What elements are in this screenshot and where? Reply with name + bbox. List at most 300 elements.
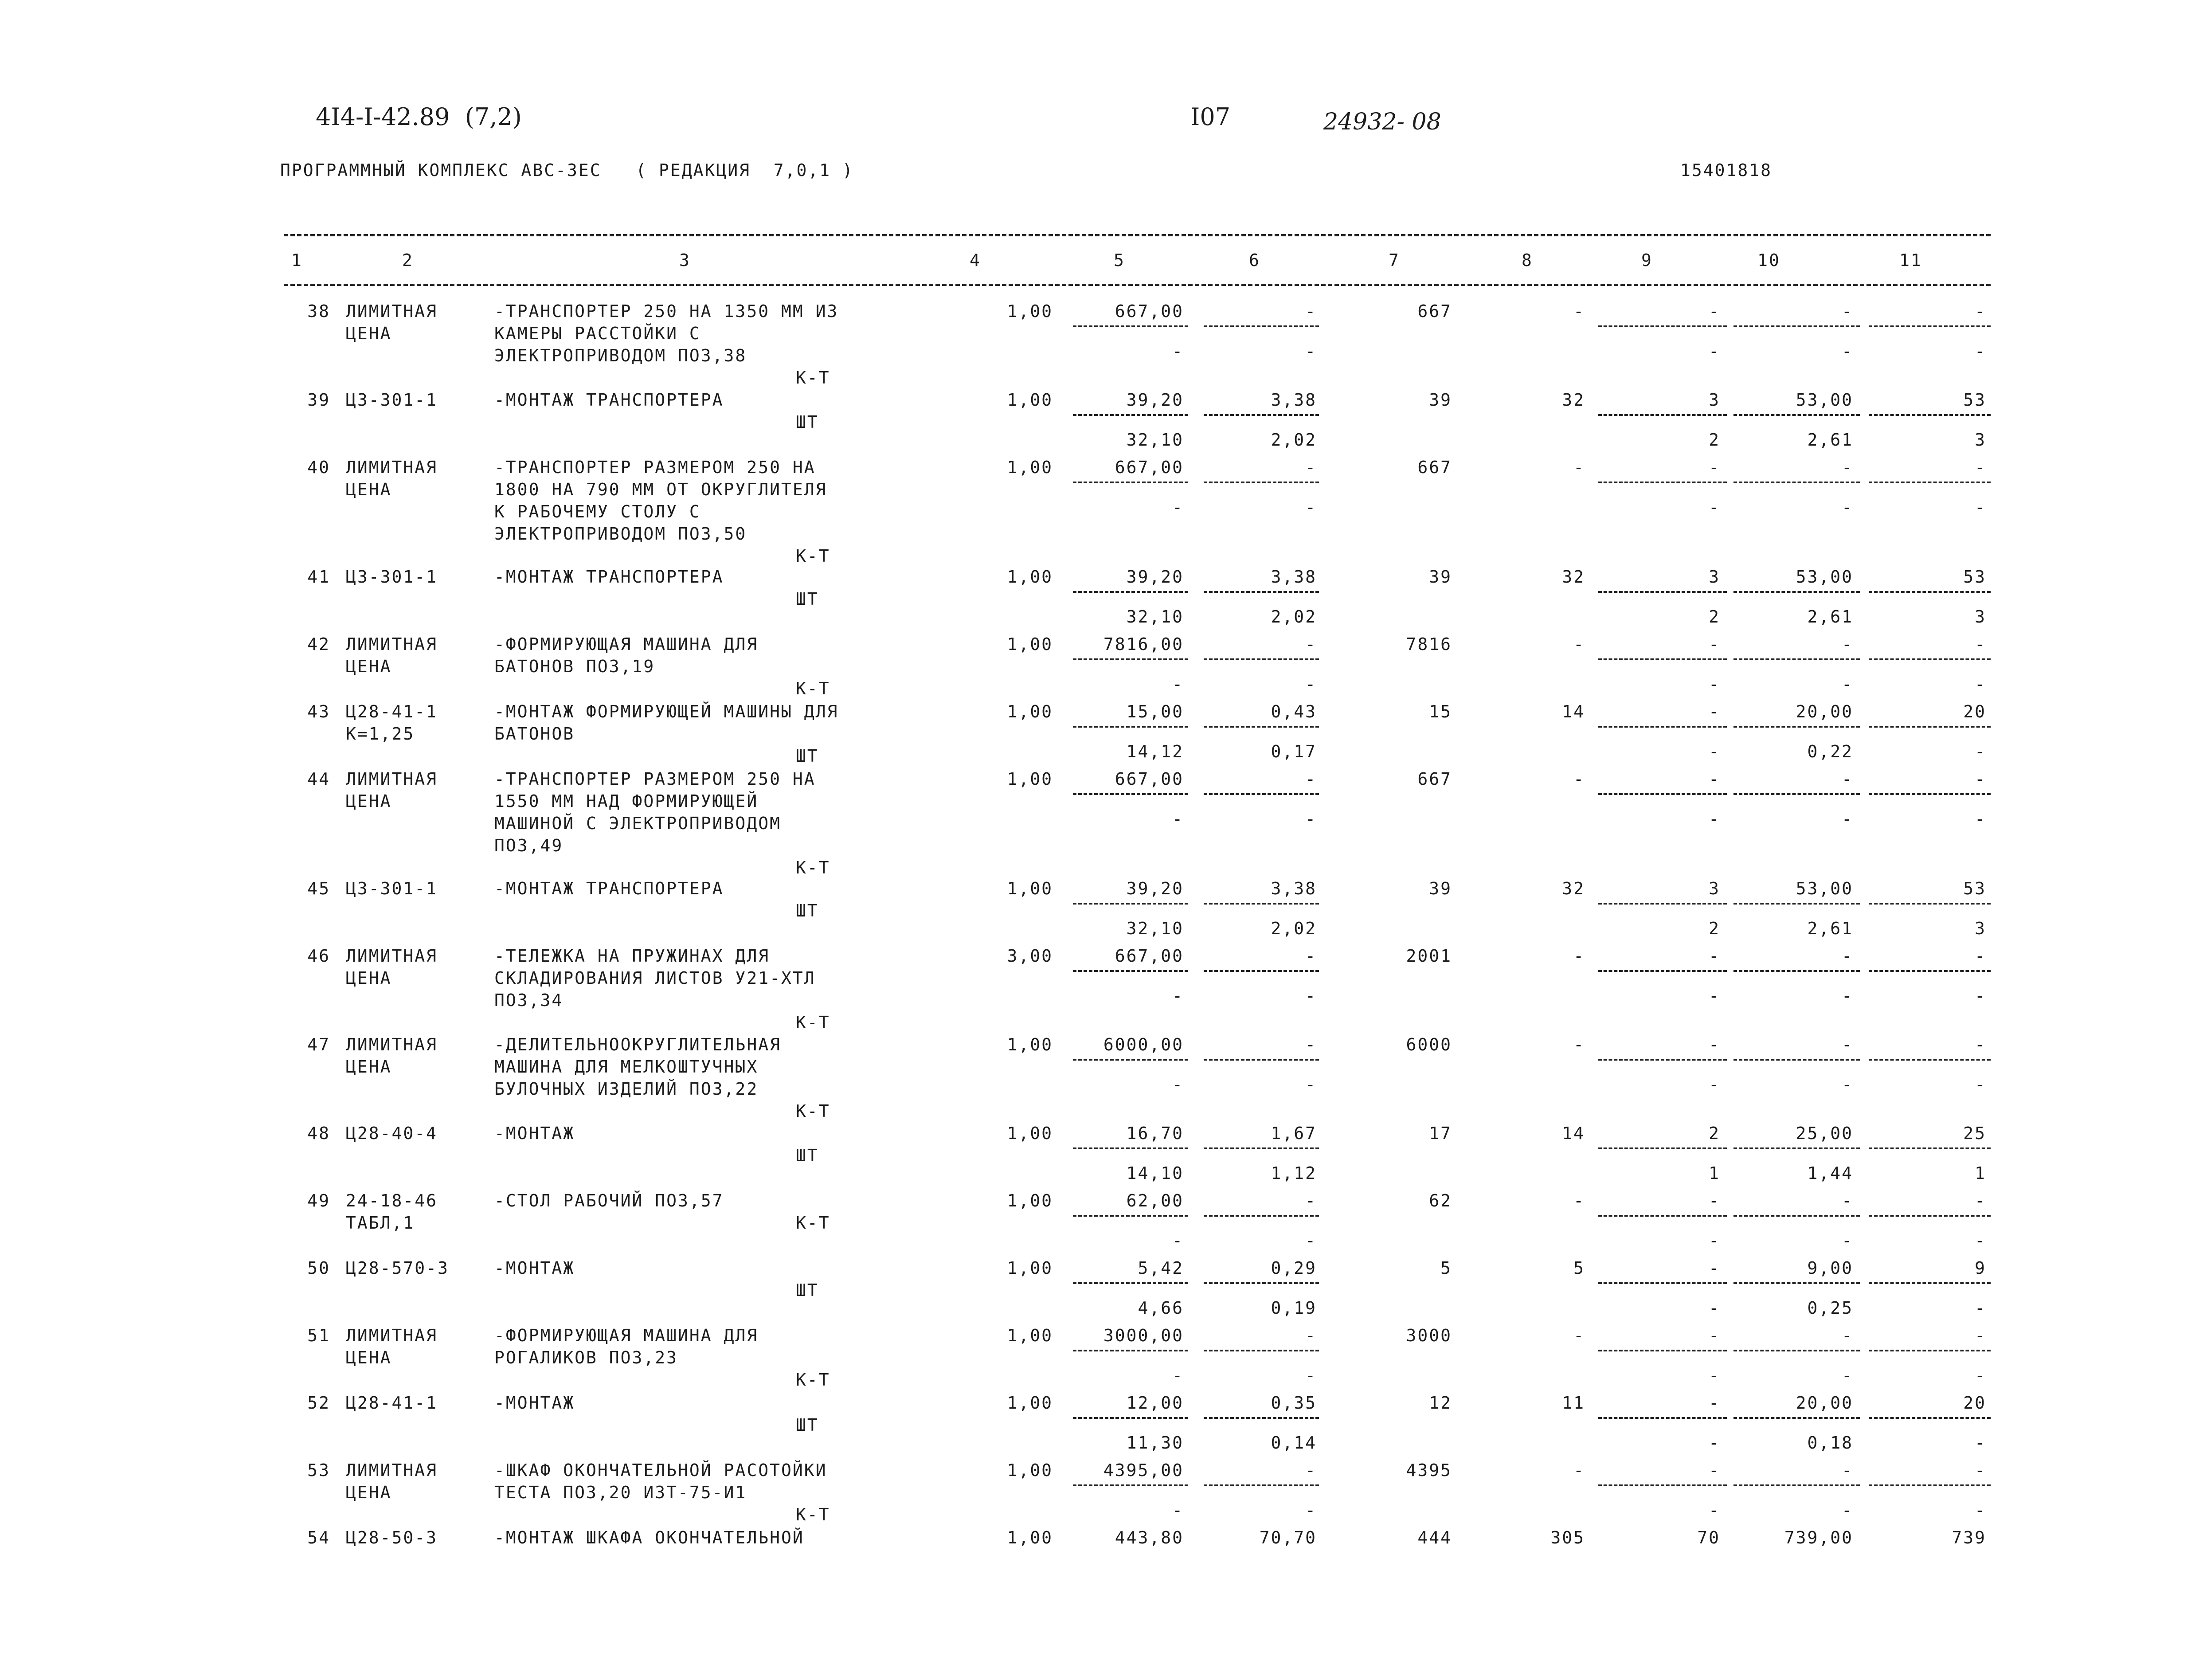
- machine-total: -: [1709, 1035, 1720, 1054]
- row-unit: ШТ: [796, 1146, 819, 1165]
- machine-wages-total: -: [1709, 497, 1720, 517]
- labor-value: 20,00: [1796, 1393, 1853, 1413]
- wages-subtotal: -: [1172, 1075, 1184, 1094]
- cost-total: 667,00: [1115, 302, 1184, 321]
- subtotal-rule: [1073, 591, 1188, 593]
- column-header-1: 1: [291, 251, 303, 270]
- row-unit: К-Т: [796, 1013, 830, 1032]
- labor-subtotal: 0,22: [1807, 742, 1853, 761]
- column-header-7: 7: [1389, 251, 1400, 270]
- row-description: ЭЛЕКТРОПРИВОДОМ ПОЗ,38: [494, 346, 747, 365]
- row-description: -МОНТАЖ ТРАНСПОРТЕРА: [494, 390, 724, 410]
- column-header-11: 11: [1899, 251, 1922, 270]
- subtotal-rule: [1204, 1282, 1319, 1284]
- wages-value: -: [1573, 634, 1585, 654]
- subtotal-rule: [1598, 903, 1727, 905]
- subtotal-rule: [1598, 658, 1727, 660]
- row-code: ЛИМИТНАЯ: [346, 634, 438, 654]
- labor-value: -: [1842, 458, 1853, 477]
- row-description: РОГАЛИКОВ ПОЗ,23: [494, 1348, 678, 1367]
- labor-value: 739,00: [1784, 1528, 1853, 1547]
- doc-code: 4I4-I-42.89 (7,2): [316, 103, 522, 131]
- subtotal-rule: [1204, 591, 1319, 593]
- wages-value: -: [1573, 1461, 1585, 1480]
- row-description: -ТРАНСПОРТЕР 250 НА 1350 ММ ИЗ: [494, 302, 839, 321]
- machine-cost: -: [1305, 634, 1317, 654]
- subtotal-rule: [1598, 1484, 1727, 1486]
- labor-total: 53: [1963, 390, 1986, 410]
- machine-wages-subtotal: -: [1305, 674, 1317, 694]
- page-number: I07: [1190, 103, 1231, 131]
- row-number: 48: [307, 1124, 330, 1143]
- row-unit: К-Т: [796, 1213, 830, 1233]
- machine-total: 70: [1697, 1528, 1720, 1547]
- subtotal-rule: [1733, 1484, 1860, 1486]
- row-unit: ШТ: [796, 746, 819, 766]
- labor-total: -: [1975, 769, 1986, 789]
- row-quantity: 1,00: [1007, 1528, 1053, 1547]
- subtotal-rule: [1204, 414, 1319, 416]
- cost-total: 16,70: [1126, 1124, 1184, 1143]
- labor-subtotal-total: -: [1975, 809, 1986, 829]
- cost-total: 62,00: [1126, 1191, 1184, 1210]
- wages-subtotal: 32,10: [1126, 919, 1184, 938]
- wages-value: -: [1573, 458, 1585, 477]
- machine-wages-total: 2: [1709, 430, 1720, 450]
- machine-wages-subtotal: 2,02: [1271, 607, 1317, 627]
- labor-subtotal-total: 3: [1975, 607, 1986, 627]
- labor-subtotal-total: -: [1975, 1500, 1986, 1520]
- machine-cost: -: [1305, 302, 1317, 321]
- row-description: 1550 ММ НАД ФОРМИРУЮЩЕЙ: [494, 791, 759, 811]
- wages-subtotal: -: [1172, 1231, 1184, 1250]
- labor-subtotal: -: [1842, 1366, 1853, 1385]
- row-quantity: 1,00: [1007, 879, 1053, 898]
- subtotal-rule: [1204, 482, 1319, 483]
- cost-total: 667,00: [1115, 946, 1184, 966]
- wages-value: 14: [1562, 1124, 1585, 1143]
- subtotal-rule: [1869, 1417, 1991, 1419]
- wages-value: 32: [1562, 879, 1585, 898]
- machine-total: -: [1709, 1191, 1720, 1210]
- labor-subtotal-total: -: [1975, 1433, 1986, 1453]
- subtotal-rule: [1073, 414, 1188, 416]
- machine-cost: 3,38: [1271, 390, 1317, 410]
- wages-subtotal: 14,10: [1126, 1163, 1184, 1183]
- row-description: ТЕСТА ПОЗ,20 ИЗТ-75-И1: [494, 1483, 747, 1502]
- wages-value: 305: [1550, 1528, 1585, 1547]
- row-quantity: 1,00: [1007, 1035, 1053, 1054]
- labor-subtotal: 0,25: [1807, 1298, 1853, 1318]
- row-code: ЛИМИТНАЯ: [346, 458, 438, 477]
- row-description: КАМЕРЫ РАССТОЙКИ С: [494, 324, 701, 343]
- wages-subtotal: 32,10: [1126, 607, 1184, 627]
- machine-cost: 1,67: [1271, 1124, 1317, 1143]
- row-quantity: 1,00: [1007, 1191, 1053, 1210]
- row-number: 54: [307, 1528, 330, 1547]
- labor-value: -: [1842, 946, 1853, 966]
- wages-subtotal: 11,30: [1126, 1433, 1184, 1453]
- row-quantity: 3,00: [1007, 946, 1053, 966]
- table-header-rule: [284, 284, 1991, 286]
- row-number: 42: [307, 634, 330, 654]
- subtotal-rule: [1733, 726, 1860, 728]
- row-quantity: 1,00: [1007, 302, 1053, 321]
- cost-total: 39,20: [1126, 390, 1184, 410]
- wages-value: 32: [1562, 390, 1585, 410]
- subtotal-rule: [1733, 970, 1860, 972]
- row-code: ЦЕНА: [346, 1057, 392, 1077]
- labor-subtotal-total: -: [1975, 742, 1986, 761]
- row-description: -МОНТАЖ ТРАНСПОРТЕРА: [494, 567, 724, 587]
- subtotal-rule: [1733, 325, 1860, 327]
- subtotal-rule: [1869, 1484, 1991, 1486]
- row-code: ЛИМИТНАЯ: [346, 302, 438, 321]
- machine-wages-subtotal: 2,02: [1271, 430, 1317, 450]
- labor-subtotal: -: [1842, 497, 1853, 517]
- machine-wages-total: -: [1709, 1298, 1720, 1318]
- row-number: 39: [307, 390, 330, 410]
- machine-wages-total: -: [1709, 809, 1720, 829]
- machine-total: -: [1709, 702, 1720, 721]
- total-value: 667: [1417, 302, 1452, 321]
- row-code: Ц28-40-4: [346, 1124, 438, 1143]
- labor-value: -: [1842, 634, 1853, 654]
- machine-wages-subtotal: 2,02: [1271, 919, 1317, 938]
- wages-subtotal: -: [1172, 986, 1184, 1006]
- row-description: СКЛАДИРОВАНИЯ ЛИСТОВ У21-ХТЛ: [494, 968, 816, 988]
- labor-value: -: [1842, 1461, 1853, 1480]
- cost-total: 443,80: [1115, 1528, 1184, 1547]
- row-quantity: 1,00: [1007, 390, 1053, 410]
- subtotal-rule: [1598, 325, 1727, 327]
- wages-subtotal: 32,10: [1126, 430, 1184, 450]
- wages-value: -: [1573, 302, 1585, 321]
- row-unit: ШТ: [796, 1415, 819, 1435]
- labor-total: -: [1975, 634, 1986, 654]
- labor-total: 739: [1952, 1528, 1986, 1547]
- labor-subtotal-total: 3: [1975, 430, 1986, 450]
- machine-total: -: [1709, 1461, 1720, 1480]
- row-code: ЦЕНА: [346, 1483, 392, 1502]
- wages-subtotal: 4,66: [1138, 1298, 1184, 1318]
- row-description: -ТРАНСПОРТЕР РАЗМЕРОМ 250 НА: [494, 769, 816, 789]
- subtotal-rule: [1598, 1215, 1727, 1217]
- row-description: ПОЗ,34: [494, 991, 563, 1010]
- cost-total: 4395,00: [1103, 1461, 1184, 1480]
- subtotal-rule: [1598, 793, 1727, 795]
- row-number: 38: [307, 302, 330, 321]
- row-description: -МОНТАЖ ТРАНСПОРТЕРА: [494, 879, 724, 898]
- row-description: -ДЕЛИТЕЛЬНООКРУГЛИТЕЛЬНАЯ: [494, 1035, 781, 1054]
- machine-wages-subtotal: 0,17: [1271, 742, 1317, 761]
- machine-wages-total: -: [1709, 1075, 1720, 1094]
- machine-wages-subtotal: -: [1305, 809, 1317, 829]
- column-header-9: 9: [1641, 251, 1653, 270]
- subtotal-rule: [1733, 1147, 1860, 1149]
- wages-value: -: [1573, 946, 1585, 966]
- subtotal-rule: [1598, 726, 1727, 728]
- row-unit: ШТ: [796, 901, 819, 920]
- row-number: 51: [307, 1326, 330, 1345]
- row-code: Ц28-41-1: [346, 702, 438, 721]
- machine-total: 3: [1709, 879, 1720, 898]
- subtotal-rule: [1733, 1282, 1860, 1284]
- row-description: -МОНТАЖ: [494, 1124, 575, 1143]
- labor-subtotal: 2,61: [1807, 607, 1853, 627]
- machine-cost: -: [1305, 1191, 1317, 1210]
- subtotal-rule: [1204, 1484, 1319, 1486]
- row-code: ЦЕНА: [346, 657, 392, 676]
- wages-value: 32: [1562, 567, 1585, 587]
- row-description: МАШИНА ДЛЯ МЕЛКОШТУЧНЫХ: [494, 1057, 759, 1077]
- labor-value: 20,00: [1796, 702, 1853, 721]
- row-code: ЦЕНА: [346, 324, 392, 343]
- row-unit: ШТ: [796, 412, 819, 432]
- row-number: 46: [307, 946, 330, 966]
- cost-total: 667,00: [1115, 458, 1184, 477]
- row-number: 47: [307, 1035, 330, 1054]
- labor-subtotal-total: -: [1975, 986, 1986, 1006]
- subtotal-rule: [1598, 1282, 1727, 1284]
- subtotal-rule: [1204, 325, 1319, 327]
- labor-total: -: [1975, 458, 1986, 477]
- row-code: Ц28-570-3: [346, 1258, 449, 1278]
- row-number: 49: [307, 1191, 330, 1210]
- subtotal-rule: [1204, 793, 1319, 795]
- subtotal-rule: [1869, 970, 1991, 972]
- column-header-8: 8: [1522, 251, 1533, 270]
- labor-subtotal-total: 1: [1975, 1163, 1986, 1183]
- cost-total: 15,00: [1126, 702, 1184, 721]
- subtotal-rule: [1733, 482, 1860, 483]
- row-number: 41: [307, 567, 330, 587]
- labor-value: -: [1842, 1191, 1853, 1210]
- labor-total: -: [1975, 1035, 1986, 1054]
- subtotal-rule: [1733, 414, 1860, 416]
- total-value: 7816: [1406, 634, 1452, 654]
- row-description: -МОНТАЖ ФОРМИРУЮЩЕЙ МАШИНЫ ДЛЯ: [494, 702, 839, 721]
- row-code: ЦЕНА: [346, 968, 392, 988]
- subtotal-rule: [1869, 1215, 1991, 1217]
- machine-cost: 3,38: [1271, 879, 1317, 898]
- row-code: ЛИМИТНАЯ: [346, 1461, 438, 1480]
- cost-total: 5,42: [1138, 1258, 1184, 1278]
- machine-wages-total: 2: [1709, 919, 1720, 938]
- row-quantity: 1,00: [1007, 1461, 1053, 1480]
- subtotal-rule: [1073, 1147, 1188, 1149]
- machine-wages-total: -: [1709, 1433, 1720, 1453]
- row-number: 50: [307, 1258, 330, 1278]
- labor-subtotal: 0,18: [1807, 1433, 1853, 1453]
- machine-wages-total: -: [1709, 1366, 1720, 1385]
- wages-value: 5: [1573, 1258, 1585, 1278]
- wages-subtotal: -: [1172, 809, 1184, 829]
- labor-subtotal: -: [1842, 1231, 1853, 1250]
- subtotal-rule: [1733, 793, 1860, 795]
- subtotal-rule: [1073, 1282, 1188, 1284]
- subtotal-rule: [1869, 658, 1991, 660]
- row-number: 52: [307, 1393, 330, 1413]
- row-unit: К-Т: [796, 368, 830, 388]
- machine-cost: 0,35: [1271, 1393, 1317, 1413]
- cost-total: 7816,00: [1103, 634, 1184, 654]
- machine-wages-total: 1: [1709, 1163, 1720, 1183]
- subtotal-rule: [1598, 482, 1727, 483]
- row-code: ЦЕНА: [346, 791, 392, 811]
- row-code: ЛИМИТНАЯ: [346, 1035, 438, 1054]
- machine-wages-subtotal: -: [1305, 497, 1317, 517]
- row-code: ЦЕНА: [346, 480, 392, 499]
- row-number: 53: [307, 1461, 330, 1480]
- row-quantity: 1,00: [1007, 1326, 1053, 1345]
- subtotal-rule: [1733, 658, 1860, 660]
- labor-subtotal-total: -: [1975, 1075, 1986, 1094]
- row-quantity: 1,00: [1007, 1124, 1053, 1143]
- labor-value: 25,00: [1796, 1124, 1853, 1143]
- machine-total: -: [1709, 634, 1720, 654]
- cost-total: 3000,00: [1103, 1326, 1184, 1345]
- row-quantity: 1,00: [1007, 1393, 1053, 1413]
- row-description: ЭЛЕКТРОПРИВОДОМ ПОЗ,50: [494, 524, 747, 544]
- cost-total: 39,20: [1126, 567, 1184, 587]
- machine-wages-total: -: [1709, 1500, 1720, 1520]
- machine-wages-total: -: [1709, 742, 1720, 761]
- row-description: -МОНТАЖ: [494, 1258, 575, 1278]
- row-description: БАТОНОВ ПОЗ,19: [494, 657, 655, 676]
- total-value: 444: [1417, 1528, 1452, 1547]
- labor-total: 25: [1963, 1124, 1986, 1143]
- machine-cost: 3,38: [1271, 567, 1317, 587]
- subtotal-rule: [1869, 793, 1991, 795]
- labor-subtotal: -: [1842, 1075, 1853, 1094]
- labor-subtotal: -: [1842, 986, 1853, 1006]
- subtotal-rule: [1598, 1417, 1727, 1419]
- row-description: К РАБОЧЕМУ СТОЛУ С: [494, 502, 701, 521]
- row-number: 40: [307, 458, 330, 477]
- labor-total: -: [1975, 1326, 1986, 1345]
- machine-wages-subtotal: 1,12: [1271, 1163, 1317, 1183]
- machine-total: -: [1709, 1326, 1720, 1345]
- wages-subtotal: -: [1172, 1500, 1184, 1520]
- total-value: 39: [1429, 567, 1452, 587]
- row-description: МАШИНОЙ С ЭЛЕКТРОПРИВОДОМ: [494, 814, 781, 833]
- subtotal-rule: [1073, 903, 1188, 905]
- row-description: -ШКАФ ОКОНЧАТЕЛЬНОЙ РАСОТОЙКИ: [494, 1461, 827, 1480]
- row-quantity: 1,00: [1007, 458, 1053, 477]
- wages-value: -: [1573, 1191, 1585, 1210]
- row-description: -МОНТАЖ ШКАФА ОКОНЧАТЕЛЬНОЙ: [494, 1528, 804, 1547]
- labor-total: -: [1975, 1461, 1986, 1480]
- labor-value: -: [1842, 1035, 1853, 1054]
- subtotal-rule: [1204, 658, 1319, 660]
- row-quantity: 1,00: [1007, 769, 1053, 789]
- subtotal-rule: [1073, 658, 1188, 660]
- subtotal-rule: [1869, 1282, 1991, 1284]
- machine-wages-subtotal: -: [1305, 1366, 1317, 1385]
- row-description: -ФОРМИРУЮЩАЯ МАШИНА ДЛЯ: [494, 634, 759, 654]
- cost-total: 6000,00: [1103, 1035, 1184, 1054]
- machine-cost: -: [1305, 1326, 1317, 1345]
- labor-subtotal-total: -: [1975, 341, 1986, 361]
- subtotal-rule: [1598, 970, 1727, 972]
- subtotal-rule: [1733, 1350, 1860, 1351]
- row-number: 45: [307, 879, 330, 898]
- subtotal-rule: [1733, 1215, 1860, 1217]
- labor-value: 53,00: [1796, 567, 1853, 587]
- machine-cost: 0,43: [1271, 702, 1317, 721]
- labor-subtotal: -: [1842, 1500, 1853, 1520]
- cost-total: 667,00: [1115, 769, 1184, 789]
- row-quantity: 1,00: [1007, 702, 1053, 721]
- machine-total: -: [1709, 769, 1720, 789]
- labor-subtotal: -: [1842, 809, 1853, 829]
- row-unit: К-Т: [796, 546, 830, 566]
- column-header-10: 10: [1757, 251, 1780, 270]
- subtotal-rule: [1204, 903, 1319, 905]
- row-description: БУЛОЧНЫХ ИЗДЕЛИЙ ПОЗ,22: [494, 1079, 759, 1099]
- labor-subtotal-total: 3: [1975, 919, 1986, 938]
- row-code: ЦЕНА: [346, 1348, 392, 1367]
- row-code: ТАБЛ,1: [346, 1213, 415, 1233]
- labor-total: -: [1975, 1191, 1986, 1210]
- total-value: 5: [1440, 1258, 1452, 1278]
- row-quantity: 1,00: [1007, 1258, 1053, 1278]
- wages-value: -: [1573, 1035, 1585, 1054]
- row-description: -СТОЛ РАБОЧИЙ ПОЗ,57: [494, 1191, 724, 1210]
- machine-wages-subtotal: -: [1305, 1075, 1317, 1094]
- machine-wages-subtotal: -: [1305, 1231, 1317, 1250]
- row-code: ЛИМИТНАЯ: [346, 946, 438, 966]
- row-description: -ТЕЛЕЖКА НА ПРУЖИНАХ ДЛЯ: [494, 946, 770, 966]
- subtotal-rule: [1733, 903, 1860, 905]
- machine-wages-subtotal: -: [1305, 1500, 1317, 1520]
- wages-value: 11: [1562, 1393, 1585, 1413]
- row-code: К=1,25: [346, 724, 415, 744]
- subtotal-rule: [1869, 1147, 1991, 1149]
- subtotal-rule: [1869, 325, 1991, 327]
- subtotal-rule: [1073, 1417, 1188, 1419]
- machine-wages-total: -: [1709, 986, 1720, 1006]
- labor-total: 20: [1963, 1393, 1986, 1413]
- labor-total: 53: [1963, 879, 1986, 898]
- column-header-2: 2: [402, 251, 414, 270]
- machine-cost: -: [1305, 1461, 1317, 1480]
- subtotal-rule: [1073, 325, 1188, 327]
- row-code: Ц3-301-1: [346, 390, 438, 410]
- total-value: 17: [1429, 1124, 1452, 1143]
- labor-total: -: [1975, 302, 1986, 321]
- subtotal-rule: [1073, 482, 1188, 483]
- row-code: Ц3-301-1: [346, 567, 438, 587]
- subtotal-rule: [1073, 970, 1188, 972]
- machine-wages-total: -: [1709, 1231, 1720, 1250]
- subtotal-rule: [1204, 1417, 1319, 1419]
- wages-subtotal: -: [1172, 674, 1184, 694]
- machine-total: -: [1709, 1258, 1720, 1278]
- row-unit: ШТ: [796, 589, 819, 609]
- labor-subtotal-total: -: [1975, 1231, 1986, 1250]
- subtotal-rule: [1733, 591, 1860, 593]
- wages-subtotal: -: [1172, 497, 1184, 517]
- subtotal-rule: [1869, 414, 1991, 416]
- subtotal-rule: [1733, 1059, 1860, 1061]
- subtotal-rule: [1869, 726, 1991, 728]
- subtotal-rule: [1598, 1147, 1727, 1149]
- wages-subtotal: 14,12: [1126, 742, 1184, 761]
- table-top-rule: [284, 234, 1991, 236]
- cost-total: 12,00: [1126, 1393, 1184, 1413]
